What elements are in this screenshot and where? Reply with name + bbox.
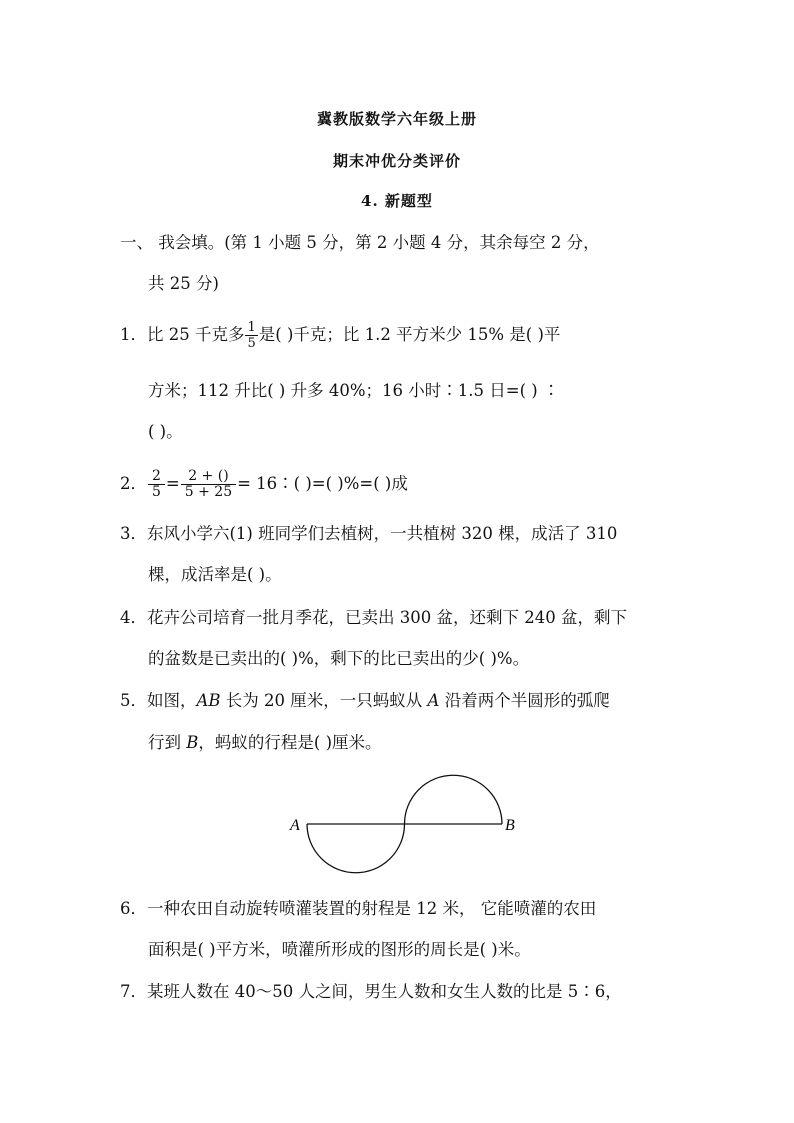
q2-frac1-den: 5 [152,484,161,500]
q1-frac-den: 5 [247,336,256,351]
q6-line1: 6．一种农田自动旋转喷灌装置的射程是 12 米， 它能喷灌的农田 [120,899,597,918]
q7-line1: 7．某班人数在 40～50 人之间，男生人数和女生人数的比是 5∶6， [120,982,622,1001]
figure-upper-semicircle [405,775,503,824]
q1-line3: ( )。 [148,422,183,441]
doc-subtitle: 期末冲优分类评价 [332,152,461,170]
q5-b: B [186,733,199,752]
q2-frac2-den: 5 + 25 [184,484,233,500]
q1-text-b: 是( )千克；比 1.2 平方米少 15% 是( )平 [258,325,561,344]
figure-label-b: B [505,817,515,834]
q2-frac2-num: 2 + () [181,469,236,485]
q1-frac-num: 1 [247,320,256,335]
q5-a: A [427,691,440,710]
q2-fraction-2 [181,469,236,500]
q2-rest: = 16∶( )=( )%=( )成 [237,474,408,493]
q5-line1 [120,690,610,712]
q1-line2: 方米；112 升比( ) 升多 40%；16 小时∶1.5 日=( ) ∶ [148,381,560,400]
q4-line2: 的盆数是已卖出的( )%，剩下的比已卖出的少( )%。 [148,649,530,668]
q2-fraction-1 [148,469,165,500]
q1-text-a: 1．比 25 千克多 [120,325,245,344]
q3-line2: 棵，成活率是( )。 [148,565,282,584]
q5-line2 [148,732,382,754]
q4-line1: 4．花卉公司培育一批月季花，已卖出 300 盆，还剩下 240 盆，剩下 [120,608,627,627]
q5-text-d: 行到 [148,733,187,752]
figure-label-a: A [290,817,300,834]
q3-line1: 3．东风小学六(1) 班同学们去植树，一共植树 320 棵，成活了 310 [120,524,618,543]
q5-ab: AB [196,691,221,710]
q6-line2: 面积是( )平方米，喷灌所形成的图形的周长是( )米。 [148,940,531,959]
q5-text-a: 5．如图， [120,691,197,710]
q1-line1 [120,320,560,351]
q5-text-c: 沿着两个半圆形的弧爬 [439,691,610,710]
doc-title: 冀教版数学六年级上册 [316,110,477,128]
q2-line [120,469,408,500]
q2-frac1-num: 2 [148,469,165,485]
section1-heading-line2: 共 25 分) [148,274,219,293]
section1-heading-line1: 一、 我会填。(第 1 小题 5 分，第 2 小题 4 分，其余每空 2 分， [120,233,600,252]
semicircle-figure [280,765,530,885]
q1-fraction [245,320,257,351]
q2-number: 2． [120,474,147,493]
q2-equals: = [165,474,180,493]
q5-text-e: ，蚂蚁的行程是( )厘米。 [198,733,382,752]
q5-text-b: 长为 20 厘米，一只蚂蚁从 [220,691,428,710]
doc-section-title: 4. 新题型 [361,192,433,210]
figure-lower-semicircle [307,824,405,873]
